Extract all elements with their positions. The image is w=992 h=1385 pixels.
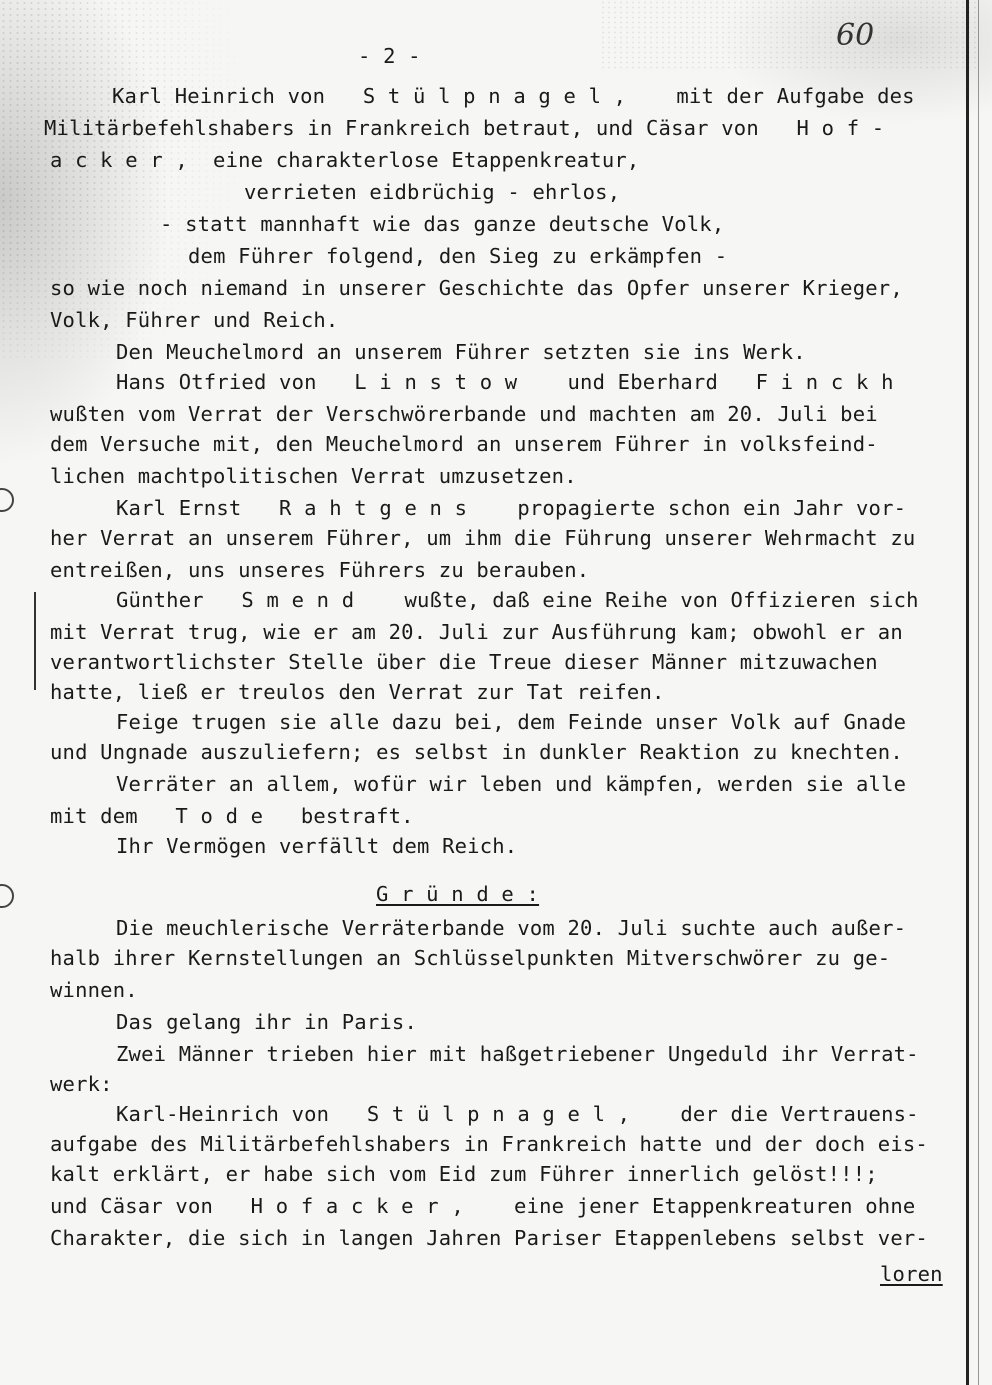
text-line: lichen machtpolitischen Verrat umzusetzen. <box>50 464 577 488</box>
section-heading: G r ü n d e : <box>376 882 540 906</box>
text-line: Zwei Männer trieben hier mit haßgetriebener Ungeduld ihr Verrat- <box>116 1042 919 1066</box>
text-line: halb ihrer Kernstellungen an Schlüsselpunkten Mitverschwörer zu ge- <box>50 946 891 970</box>
text-line: verantwortlichster Stelle über die Treue dieser Männer mitzuwachen <box>50 650 878 674</box>
text-line: dem Führer folgend, den Sieg zu erkämpfen - <box>188 244 728 268</box>
punch-hole-mark <box>0 488 14 512</box>
text-line: hatte, ließ er treulos den Verrat zur Tat reifen. <box>50 680 665 704</box>
text-line: Günther S m e n d wußte, daß eine Reihe von Offizieren sich <box>116 588 919 612</box>
text-line: Hans Otfried von L i n s t o w und Eberhard F i n c k h <box>116 370 894 394</box>
text-line: mit dem T o d e bestraft. <box>50 804 414 828</box>
page-number: - 2 - <box>358 44 421 68</box>
folio-number: 60 <box>836 18 875 53</box>
text-line: her Verrat an unserem Führer, um ihm die Führung unserer Wehrmacht zu <box>50 526 916 550</box>
text-line: - statt mannhaft wie das ganze deutsche Volk, <box>160 212 725 236</box>
text-line: kalt erklärt, er habe sich vom Eid zum Führer innerlich gelöst!!!; <box>50 1162 878 1186</box>
text-line: und Cäsar von H o f a c k e r , eine jener Etappenkreaturen ohne <box>50 1194 916 1218</box>
text-line: aufgabe des Militärbefehlshabers in Frankreich hatte und der doch eis- <box>50 1132 928 1156</box>
text-line: verrieten eidbrüchig - ehrlos, <box>244 180 621 204</box>
text-line: dem Versuche mit, den Meuchelmord an unserem Führer in volksfeind- <box>50 432 878 456</box>
text-line: mit Verrat trug, wie er am 20. Juli zur Ausführung kam; obwohl er an <box>50 620 903 644</box>
text-line: Charakter, die sich in langen Jahren Pariser Etappenlebens selbst ver- <box>50 1226 928 1250</box>
text-line: so wie noch niemand in unserer Geschichte das Opfer unserer Krieger, <box>50 276 903 300</box>
text-line: Militärbefehlshabers in Frankreich betraut, und Cäsar von H o f - <box>44 116 885 140</box>
text-line: Das gelang ihr in Paris. <box>116 1010 418 1034</box>
text-line: entreißen, uns unseres Führers zu berauben. <box>50 558 590 582</box>
text-line: loren <box>880 1262 943 1286</box>
text-line: winnen. <box>50 978 138 1002</box>
punch-hole-mark <box>0 884 14 908</box>
text-line: Karl-Heinrich von S t ü l p n a g e l , der die Vertrauens- <box>116 1102 919 1126</box>
scan-edge-line <box>966 0 969 1385</box>
scan-noise-top <box>600 0 980 70</box>
text-line: wußten vom Verrat der Verschwörerbande und machten am 20. Juli bei <box>50 402 878 426</box>
text-line: werk: <box>50 1072 113 1096</box>
text-line: Karl Heinrich von S t ü l p n a g e l , mit der Aufgabe des <box>112 84 915 108</box>
text-line: Den Meuchelmord an unserem Führer setzten sie ins Werk. <box>116 340 806 364</box>
text-line: a c k e r , eine charakterlose Etappenkreatur, <box>50 148 640 172</box>
text-line: Die meuchlerische Verräterbande vom 20. Juli suchte auch außer- <box>116 916 907 940</box>
margin-mark <box>34 592 36 690</box>
text-line: Karl Ernst R a h t g e n s propagierte schon ein Jahr vor- <box>116 496 907 520</box>
text-line: Verräter an allem, wofür wir leben und kämpfen, werden sie alle <box>116 772 907 796</box>
text-line: und Ungnade auszuliefern; es selbst in dunkler Reaktion zu knechten. <box>50 740 903 764</box>
text-line: Volk, Führer und Reich. <box>50 308 339 332</box>
text-line: Feige trugen sie alle dazu bei, dem Feinde unser Volk auf Gnade <box>116 710 907 734</box>
text-line: Ihr Vermögen verfällt dem Reich. <box>116 834 518 858</box>
scan-edge-line-thin <box>978 0 979 1385</box>
